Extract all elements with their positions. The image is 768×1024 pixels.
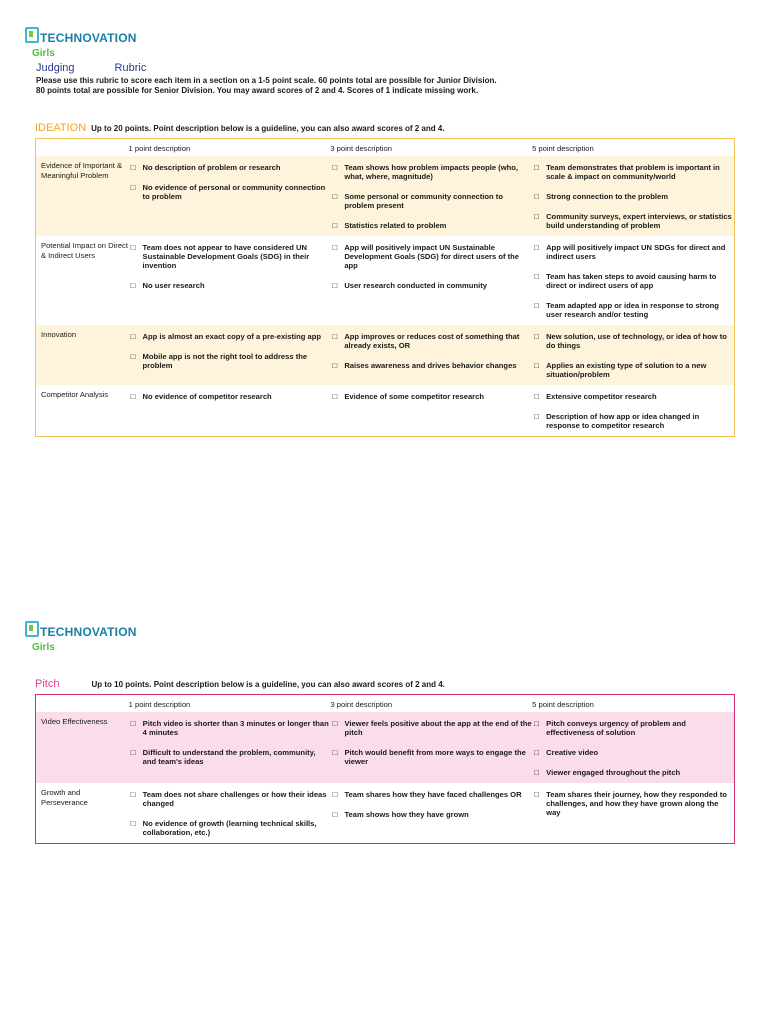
checkbox-icon: □ xyxy=(534,412,539,421)
description-cell xyxy=(532,236,734,325)
checkbox-icon: □ xyxy=(332,281,338,290)
checkbox-icon: □ xyxy=(534,243,539,252)
list-item xyxy=(332,281,532,290)
description-cell xyxy=(532,712,734,783)
list-item xyxy=(332,192,532,210)
section-note: Up to 20 points. Point description below is a guideline, you can also award scores of 2 and 4. xyxy=(91,124,445,133)
checkbox-icon: □ xyxy=(534,163,539,172)
description-cell xyxy=(129,712,331,783)
criterion-label: Potential Impact on Direct & Indirect Users xyxy=(41,241,128,260)
list-item xyxy=(131,243,331,270)
checkbox-icon: □ xyxy=(332,361,338,370)
checkbox-icon: □ xyxy=(534,301,539,310)
list-item xyxy=(534,332,734,350)
ideation-rows xyxy=(36,156,735,437)
item-text: Team shows how they have grown xyxy=(344,810,469,819)
logo-girls: Girls xyxy=(32,48,55,59)
list-item xyxy=(332,810,532,819)
checkbox-icon: □ xyxy=(130,392,136,401)
description-cell xyxy=(532,385,734,437)
column-header: 1 point description xyxy=(128,144,191,153)
checkbox-icon: □ xyxy=(130,790,136,799)
criterion-label: Evidence of Important & Meaningful Problem xyxy=(36,156,129,236)
list-item xyxy=(534,192,734,201)
logo-wordmark: TECHNOVATION xyxy=(40,625,137,639)
checkbox-icon: □ xyxy=(130,243,136,252)
title-judging: Judging xyxy=(36,62,75,74)
list-item xyxy=(131,392,331,401)
list-item xyxy=(332,748,532,766)
item-text: No evidence of personal or community connection to problem xyxy=(142,183,326,201)
technovation-logo xyxy=(25,27,137,59)
item-text: New solution, use of technology, or idea of how to do things xyxy=(546,332,727,350)
checkbox-icon: □ xyxy=(332,810,338,819)
item-text: No user research xyxy=(142,281,205,290)
list-item xyxy=(534,301,734,319)
list-item xyxy=(131,332,331,341)
list-item xyxy=(534,719,734,737)
list-item xyxy=(332,790,532,799)
description-cell xyxy=(330,156,532,236)
section-name: IDEATION xyxy=(35,122,87,134)
item-text: Team shows how problem impacts people (who, what, where, magnitude) xyxy=(344,163,519,181)
table-header-row xyxy=(36,695,735,713)
list-item xyxy=(534,392,734,401)
list-item xyxy=(534,212,734,230)
item-text: Community surveys, expert interviews, or statistics build understanding of problem xyxy=(546,212,732,230)
item-text: App improves or reduces cost of something that already exists, OR xyxy=(344,332,520,350)
list-item xyxy=(131,352,331,370)
checkbox-icon: □ xyxy=(534,748,540,757)
item-text: Description of how app or idea changed in response to competitor research xyxy=(546,412,700,430)
description-cell xyxy=(330,783,532,844)
list-item xyxy=(332,719,532,737)
criterion-label: Growth and Perseverance xyxy=(41,788,88,807)
list-item xyxy=(332,332,532,350)
table-row xyxy=(36,156,735,236)
logo-wordmark: TECHNOVATION xyxy=(40,31,137,45)
checkbox-icon: □ xyxy=(130,719,136,728)
list-item xyxy=(332,243,532,270)
section-note: Up to 10 points. Point description below is a guideline, you can also award scores of 2 and 4. xyxy=(91,680,445,689)
checkbox-icon: □ xyxy=(130,352,136,361)
intro-text: Please use this rubric to score each item in a section on a 1-5 point scale. 60 points total are possible for Junior Division. 80 points total are possible for Senior Division. You may award scores of 2 and 4. Scores of 1 indicate missing work. xyxy=(36,76,497,95)
pitch-table xyxy=(35,694,735,844)
checkbox-icon: □ xyxy=(534,212,539,221)
title-rubric: Rubric xyxy=(114,62,147,74)
column-header: 3 point description xyxy=(330,144,392,153)
criterion-label: Competitor Analysis xyxy=(41,390,109,399)
ideation-table xyxy=(35,138,735,437)
column-header: 1 point description xyxy=(128,700,191,709)
checkbox-icon: □ xyxy=(534,790,540,799)
checkbox-icon: □ xyxy=(332,192,338,201)
list-item xyxy=(332,392,532,401)
item-text: Creative video xyxy=(546,748,599,757)
description-cell xyxy=(129,783,331,844)
checkbox-icon: □ xyxy=(130,819,136,828)
item-text: App will positively impact UN Sustainable Development Goals (SDG) for direct users of the app xyxy=(344,243,520,270)
checkbox-icon: □ xyxy=(130,183,136,192)
description-cell xyxy=(129,325,331,385)
checkbox-icon: □ xyxy=(130,332,136,341)
description-cell xyxy=(532,156,734,236)
description-cell xyxy=(129,156,331,236)
checkbox-icon: □ xyxy=(332,719,338,728)
checkbox-icon: □ xyxy=(332,748,338,757)
item-text: Team shares their journey, how they responded to challenges, and how they have grown along the way xyxy=(546,790,727,817)
table-row xyxy=(36,325,735,385)
list-item xyxy=(534,243,734,261)
item-text: App is almost an exact copy of a pre-existing app xyxy=(142,332,322,341)
item-text: Team shares how they have faced challenges OR xyxy=(344,790,522,799)
list-item xyxy=(534,790,734,817)
item-text: Team has taken steps to avoid causing harm to direct or indirect users of app xyxy=(546,272,717,290)
checkbox-icon: □ xyxy=(332,332,338,341)
checkbox-icon: □ xyxy=(534,192,539,201)
logo-mark-icon xyxy=(25,27,39,43)
checkbox-icon: □ xyxy=(130,748,136,757)
checkbox-icon: □ xyxy=(534,719,540,728)
checkbox-icon: □ xyxy=(534,272,539,281)
column-header: 3 point description xyxy=(330,700,393,709)
item-text: Team does not share challenges or how their ideas changed xyxy=(142,790,327,808)
table-row xyxy=(36,385,735,437)
description-cell xyxy=(532,325,734,385)
item-text: Team does not appear to have considered UN Sustainable Development Goals (SDG) in their invention xyxy=(142,243,310,270)
item-text: No description of problem or research xyxy=(142,163,281,172)
ideation-header xyxy=(35,122,445,134)
list-item xyxy=(131,819,331,837)
checkbox-icon: □ xyxy=(534,768,540,777)
description-cell xyxy=(129,385,331,437)
item-text: Raises awareness and drives behavior changes xyxy=(344,361,517,370)
item-text: Pitch video is shorter than 3 minutes or longer than 4 minutes xyxy=(142,719,329,737)
checkbox-icon: □ xyxy=(332,790,338,799)
list-item xyxy=(534,412,734,430)
table-row xyxy=(36,712,735,783)
description-cell xyxy=(129,236,331,325)
list-item xyxy=(534,163,734,181)
table-row xyxy=(36,783,735,844)
list-item xyxy=(534,768,734,777)
item-text: No evidence of competitor research xyxy=(142,392,272,401)
logo-mark-icon xyxy=(25,621,39,637)
item-text: Evidence of some competitor research xyxy=(344,392,485,401)
checkbox-icon: □ xyxy=(130,163,136,172)
item-text: Pitch would benefit from more ways to engage the viewer xyxy=(344,748,526,766)
item-text: Difficult to understand the problem, community, and team's ideas xyxy=(142,748,316,766)
list-item xyxy=(131,183,331,201)
list-item xyxy=(332,221,532,230)
table-row xyxy=(36,236,735,325)
column-header: 5 point description xyxy=(532,144,594,153)
description-cell xyxy=(532,783,734,844)
column-header: 5 point description xyxy=(532,700,594,709)
pitch-header xyxy=(35,678,445,690)
item-text: Viewer engaged throughout the pitch xyxy=(546,768,681,777)
technovation-logo xyxy=(25,621,137,653)
table-header-row xyxy=(36,139,735,157)
checkbox-icon: □ xyxy=(130,281,136,290)
list-item xyxy=(332,361,532,370)
description-cell xyxy=(330,236,532,325)
item-text: Some personal or community connection to problem present xyxy=(344,192,503,210)
item-text: Viewer feels positive about the app at the end of the pitch xyxy=(344,719,532,737)
list-item xyxy=(131,281,331,290)
checkbox-icon: □ xyxy=(332,163,338,172)
pitch-rows xyxy=(36,712,735,844)
checkbox-icon: □ xyxy=(332,243,338,252)
logo-girls: Girls xyxy=(32,642,55,653)
criterion-label: Innovation xyxy=(36,325,129,385)
description-cell xyxy=(330,325,532,385)
list-item xyxy=(131,790,331,808)
section-name: Pitch xyxy=(35,678,60,690)
list-item xyxy=(131,719,331,737)
page-title xyxy=(36,62,146,74)
item-text: Team adapted app or idea in response to strong user research and/or testing xyxy=(546,301,719,319)
item-text: App will positively impact UN SDGs for direct and indirect users xyxy=(546,243,726,261)
item-text: Strong connection to the problem xyxy=(546,192,668,201)
list-item xyxy=(131,748,331,766)
item-text: No evidence of growth (learning technical skills, collaboration, etc.) xyxy=(142,819,317,837)
item-text: Pitch conveys urgency of problem and effectiveness of solution xyxy=(546,719,686,737)
item-text: Team demonstrates that problem is important in scale & impact on community/world xyxy=(546,163,720,181)
checkbox-icon: □ xyxy=(534,361,539,370)
item-text: Extensive competitor research xyxy=(546,392,657,401)
list-item xyxy=(534,272,734,290)
checkbox-icon: □ xyxy=(332,392,338,401)
list-item xyxy=(131,163,331,172)
list-item xyxy=(534,748,734,757)
checkbox-icon: □ xyxy=(534,332,539,341)
checkbox-icon: □ xyxy=(534,392,539,401)
description-cell xyxy=(330,712,532,783)
item-text: User research conducted in community xyxy=(344,281,487,290)
criterion-label: Video Effectiveness xyxy=(36,712,129,783)
description-cell xyxy=(330,385,532,437)
item-text: Statistics related to problem xyxy=(344,221,447,230)
item-text: Mobile app is not the right tool to address the problem xyxy=(142,352,308,370)
checkbox-icon: □ xyxy=(332,221,338,230)
list-item xyxy=(534,361,734,379)
list-item xyxy=(332,163,532,181)
item-text: Applies an existing type of solution to a new situation/problem xyxy=(546,361,707,379)
